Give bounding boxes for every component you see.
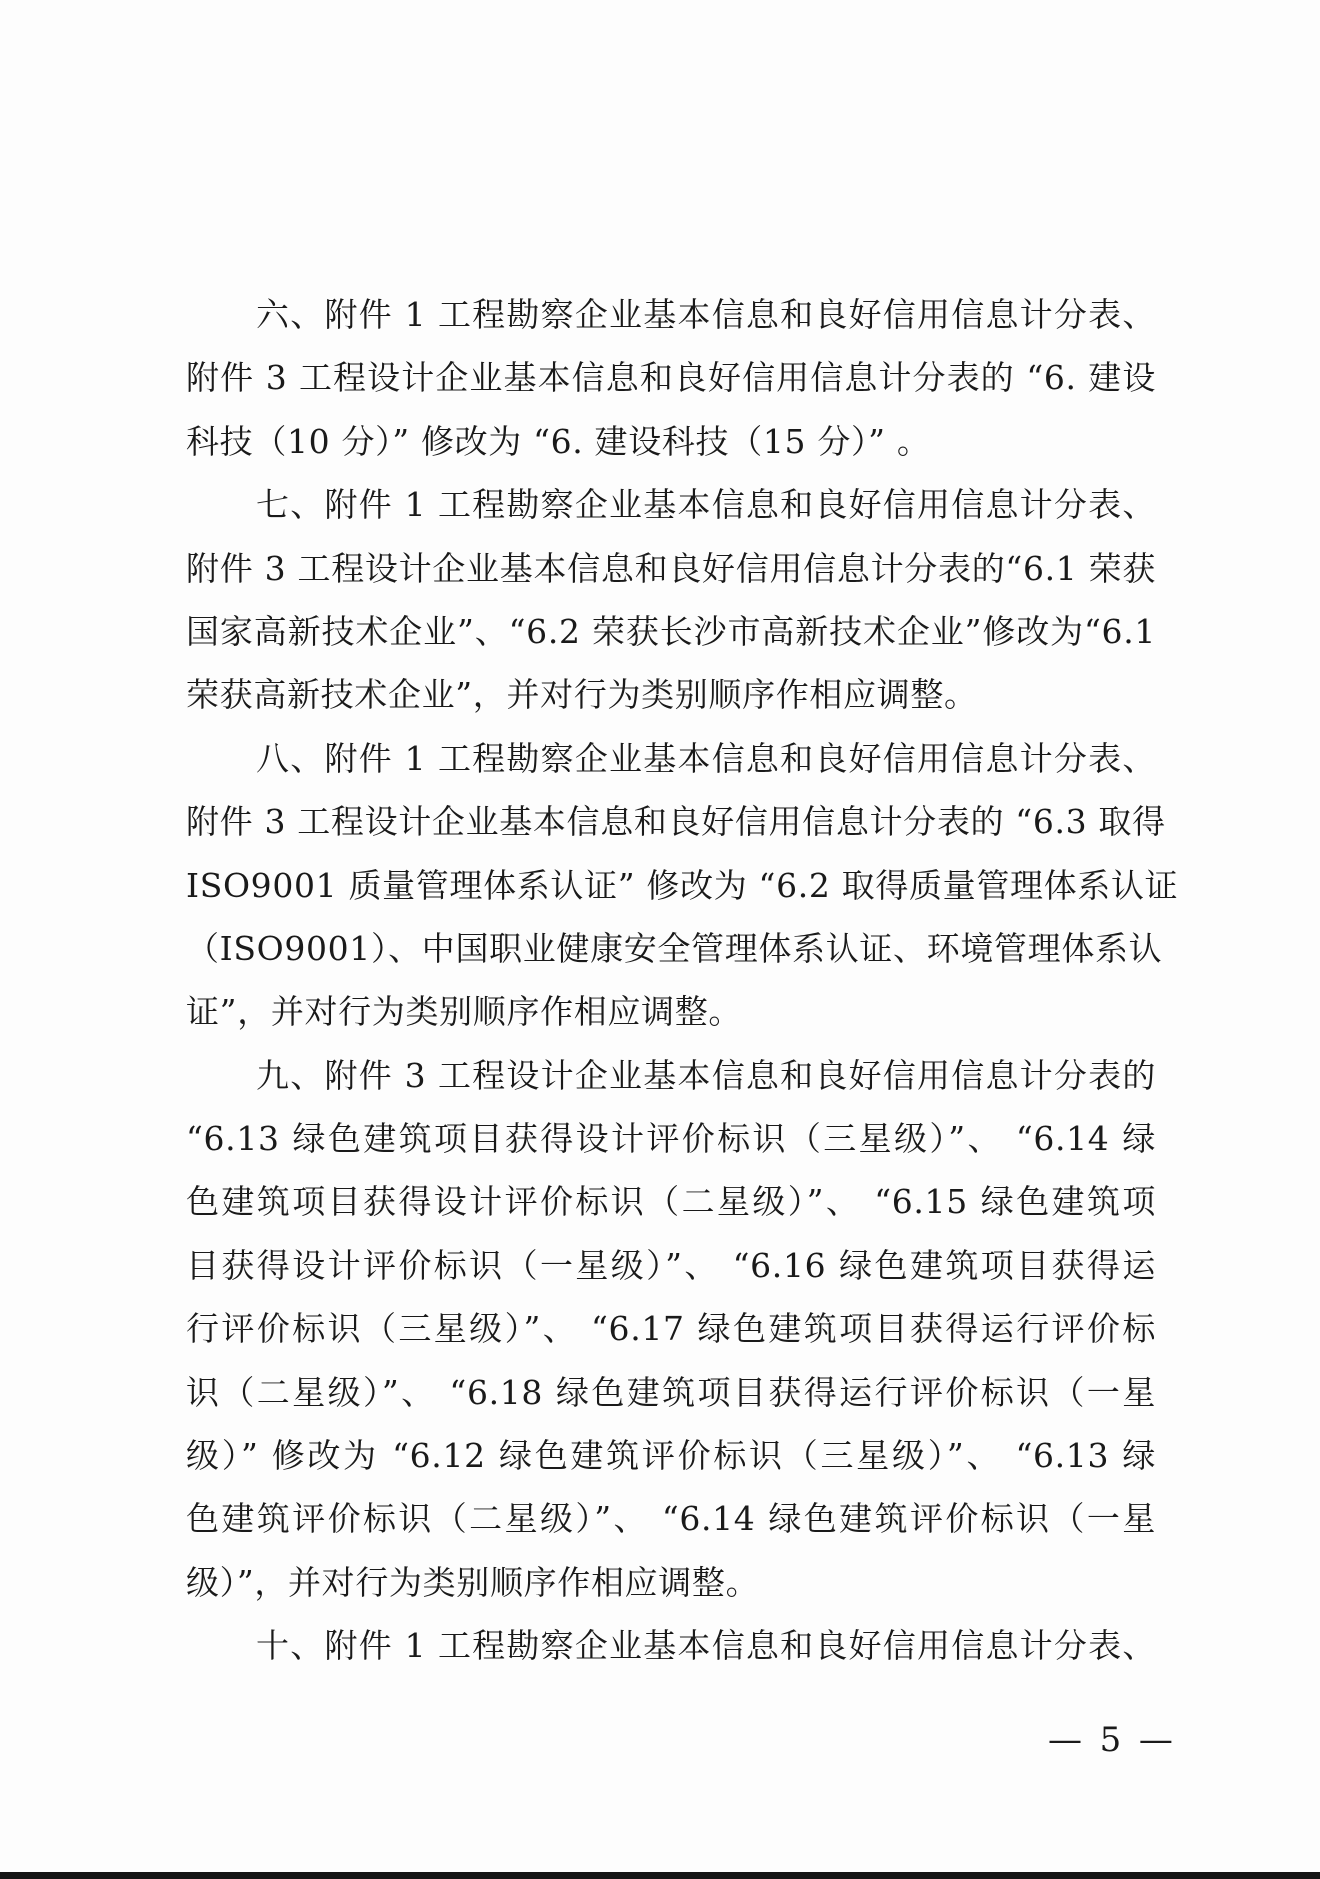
text-line: 附件 3 工程设计企业基本信息和良好信用信息计分表的 “6. 建设: [186, 358, 1156, 398]
scan-bottom-edge: [0, 1872, 1320, 1879]
text-line: 目获得设计评价标识（一星级）”、 “6.16 绿色建筑项目获得运: [186, 1245, 1156, 1285]
page-number: — 5 —: [1048, 1720, 1177, 1760]
text-line: 证”，并对行为类别顺序作相应调整。: [186, 992, 743, 1032]
text-line: 附件 3 工程设计企业基本信息和良好信用信息计分表的“6.1 荣获: [186, 548, 1156, 588]
text-line: 九、附件 3 工程设计企业基本信息和良好信用信息计分表的: [256, 1055, 1156, 1095]
text-line: 七、附件 1 工程勘察企业基本信息和良好信用信息计分表、: [256, 485, 1156, 525]
body-text: [186, 283, 1179, 1678]
text-line: 附件 3 工程设计企业基本信息和良好信用信息计分表的 “6.3 取得: [186, 802, 1166, 842]
text-line: 国家高新技术企业”、“6.2 荣获长沙市高新技术企业”修改为“6.1: [186, 611, 1156, 651]
text-line: 识（二星级）”、 “6.18 绿色建筑项目获得运行评价标识（一星: [186, 1372, 1156, 1412]
text-line: 十、附件 1 工程勘察企业基本信息和良好信用信息计分表、: [256, 1626, 1156, 1666]
text-line: 色建筑项目获得设计评价标识（二星级）”、 “6.15 绿色建筑项: [186, 1182, 1156, 1222]
text-line: 级）”，并对行为类别顺序作相应调整。: [186, 1562, 760, 1602]
text-line: 八、附件 1 工程勘察企业基本信息和良好信用信息计分表、: [256, 738, 1156, 778]
text-line: 六、附件 1 工程勘察企业基本信息和良好信用信息计分表、: [256, 295, 1156, 334]
text-line: 科技（10 分）” 修改为 “6. 建设科技（15 分）” 。: [186, 421, 931, 461]
text-line: 色建筑评价标识（二星级）”、 “6.14 绿色建筑评价标识（一星: [186, 1499, 1156, 1539]
text-line: 级）” 修改为 “6.12 绿色建筑评价标识（三星级）”、 “6.13 绿: [186, 1436, 1156, 1476]
text-line: ISO9001 质量管理体系认证” 修改为 “6.2 取得质量管理体系认证: [186, 865, 1179, 905]
text-line: 荣获高新技术企业”，并对行为类别顺序作相应调整。: [186, 675, 978, 715]
text-line: （ISO9001）、中国职业健康安全管理体系认证、环境管理体系认: [186, 928, 1163, 968]
text-line: “6.13 绿色建筑项目获得设计评价标识（三星级）”、 “6.14 绿: [186, 1119, 1156, 1159]
text-line: 行评价标识（三星级）”、 “6.17 绿色建筑项目获得运行评价标: [186, 1309, 1156, 1349]
